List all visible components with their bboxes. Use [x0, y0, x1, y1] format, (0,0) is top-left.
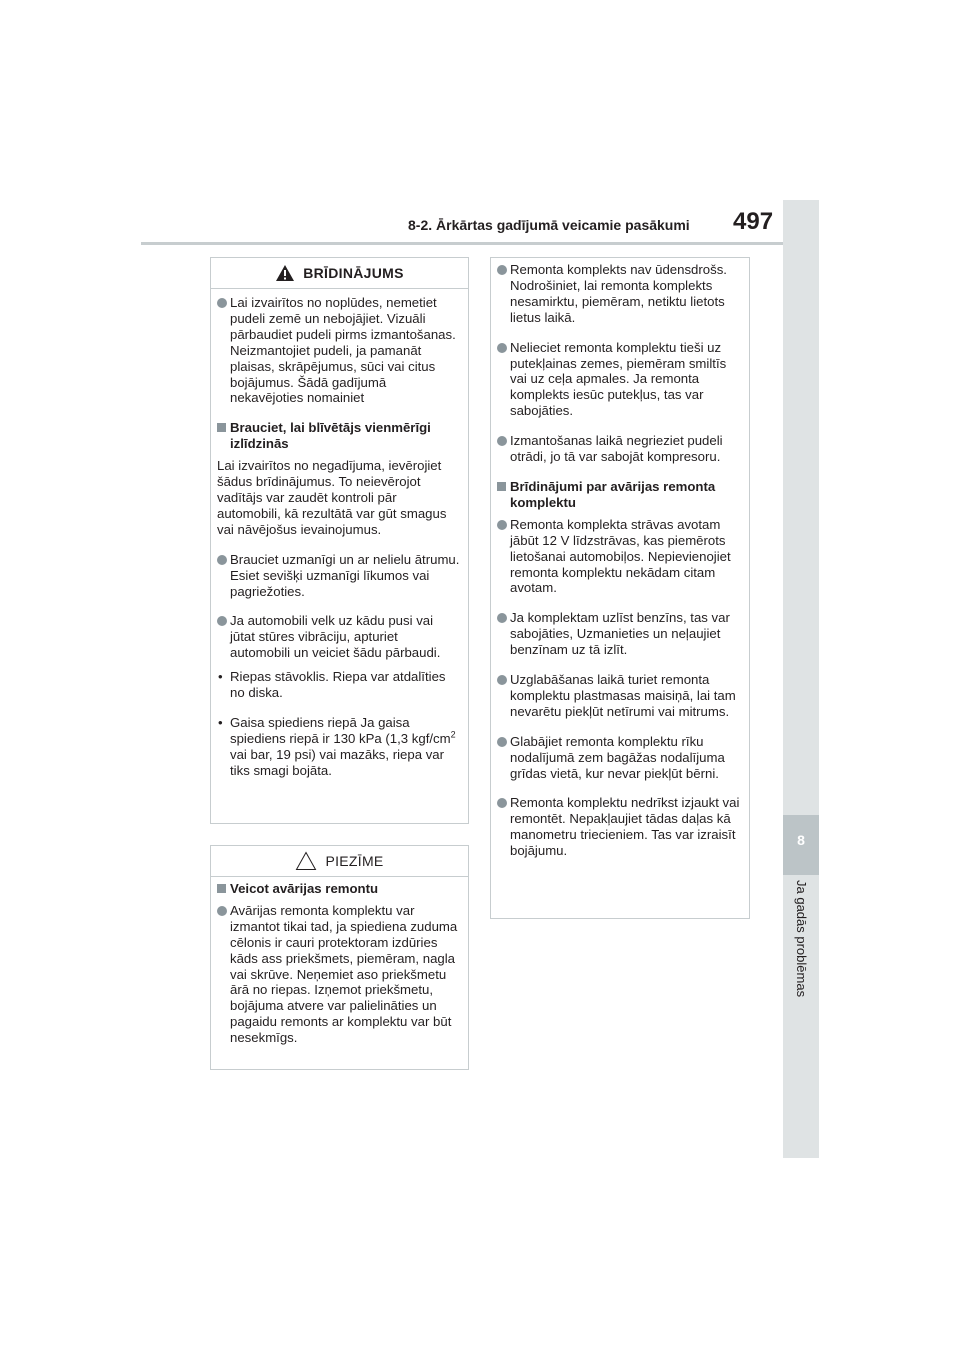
bullet-marker	[497, 265, 507, 275]
square-marker	[217, 423, 226, 432]
header-divider	[141, 242, 783, 245]
warning-triangle-icon	[275, 264, 295, 282]
warning-continued-box	[490, 257, 750, 919]
warning-header	[211, 258, 468, 289]
bullet-text: Ja komplektam uzlīst benzīns, tas var sabojāties, Uzmanieties un neļaujiet benzīnam uz tā izlīt.	[510, 610, 730, 658]
square-marker	[497, 482, 506, 491]
bullet-marker	[217, 555, 227, 565]
note-title: PIEZĪME	[325, 853, 384, 869]
dot-marker: •	[218, 714, 223, 730]
warning-bullet	[217, 552, 460, 600]
right-bullet	[497, 340, 741, 420]
right-bullet	[497, 795, 741, 859]
right-bullet	[497, 433, 741, 465]
bullet-text: Remonta komplektu nedrīkst izjaukt vai remontēt. Nepakļaujiet tādas daļas kā manometru triecieniem. Tas var izraisīt bojājumu.	[510, 795, 740, 859]
bullet-marker	[497, 613, 507, 623]
bullet-marker	[497, 343, 507, 353]
bullet-text: Nelieciet remonta komplektu tieši uz putekļainas zemes, piemēram smiltīs vai uz ceļa apmales. Ja remonta komplekts iesūc putekļus, tas var sabojāties.	[510, 339, 727, 419]
bullet-marker	[497, 436, 507, 446]
subhead-text: Brīdinājumi par avārijas remonta komplektu	[510, 478, 716, 510]
bullet-text: Uzglabāšanas laikā turiet remonta komplektu plastmasas maisiņā, lai tam nevarētu piekļūt netīrumi vai mitrums.	[510, 672, 736, 719]
bullet-text: Izmantošanas laikā negrieziet pudeli otrādi, jo tā var sabojāt kompresoru.	[510, 433, 723, 465]
right-content	[491, 258, 749, 875]
bullet-text: Glabājiet remonta komplektu rīku nodalījumā zem bagāžas nodalījuma grīdas vietā, kur nevar piekļūt bērni.	[510, 733, 725, 781]
warning-dot-item	[217, 715, 460, 779]
superscript: 2	[450, 729, 456, 740]
bullet-marker	[497, 737, 507, 747]
page-number: 497	[733, 208, 774, 235]
note-box	[210, 845, 469, 1070]
bullet-marker	[217, 906, 227, 916]
chapter-title-container	[793, 880, 809, 1040]
section-title: 8-2. Ārkārtas gadījumā veicamie pasākumi	[408, 217, 690, 233]
warning-title: BRĪDINĀJUMS	[303, 265, 404, 281]
bullet-text: Remonta komplekta strāvas avotam jābūt 12 V līdzstrāvas, kas piemērots lietošanai automobiļos. Nepievienojiet remonta komplektu nekādam citam avotam.	[510, 516, 731, 596]
chapter-title: Ja gadās problēmas	[794, 880, 809, 998]
square-marker	[217, 884, 226, 893]
dot-text: vai bar, 19 psi) vai mazāks, riepa var tiks smagi bojāta.	[230, 746, 445, 778]
right-bullet	[497, 734, 741, 782]
note-header	[211, 846, 468, 877]
caution-triangle-icon	[295, 851, 317, 871]
warning-content	[211, 289, 468, 795]
bullet-marker	[497, 798, 507, 808]
right-bullet	[497, 262, 741, 326]
right-bullet	[497, 517, 741, 597]
warning-subhead	[217, 420, 460, 452]
right-subhead	[497, 479, 741, 511]
right-bullet	[497, 672, 741, 720]
subhead-text: Veicot avārijas remontu	[230, 881, 379, 896]
bullet-text: Remonta komplekts nav ūdensdrošs. Nodrošiniet, lai remonta komplekts nesamirktu, piemēram, netiktu lietots lietus laikā.	[510, 262, 727, 325]
dot-marker: •	[218, 669, 223, 685]
bullet-marker	[497, 675, 507, 685]
chapter-number: 8	[797, 832, 805, 848]
warning-dot-item	[217, 669, 460, 701]
bullet-marker	[217, 298, 227, 308]
warning-box	[210, 257, 469, 824]
bullet-marker	[497, 520, 507, 530]
dot-text: Gaisa spiediens riepā Ja gaisa spiediens riepā ir 130 kPa (1,3 kgf/cm	[230, 714, 451, 746]
note-content	[211, 877, 468, 1062]
bullet-text: Lai izvairītos no noplūdes, nemetiet pudeli zemē un nebojājiet. Vizuāli pārbaudiet pudeli pirms izmantošanas. Neizmantojiet pudeli, ja pamanāt plaisas, skrāpējumus, sūci vai citus bojājumus. Šādā gadījumā nekavējoties nomainiet	[230, 295, 456, 406]
dot-text: Riepas stāvoklis. Riepa var atdalīties no diska.	[230, 669, 446, 701]
subhead-text: Brauciet, lai blīvētājs vienmērīgi izlīdzinās	[230, 420, 431, 452]
note-subhead	[217, 881, 460, 897]
warning-paragraph: Lai izvairītos no negadījuma, ievērojiet šādus brīdinājumus. To neievērojot vadītājs var zaudēt kontroli pār automobili, kā rezultātā var gūt smagus vai nāvējošus ievainojumus.	[217, 458, 447, 537]
bullet-text: Brauciet uzmanīgi un ar nelielu ātrumu. Esiet sevišķi uzmanīgi līkumos vai pagriežoties.	[230, 551, 460, 599]
bullet-text: Avārijas remonta komplektu var izmantot tikai tad, ja spiediena zuduma cēlonis ir cauri protektoram izdūries kāds ass priekšmets, piemēram, nagla vai skrūve. Neņemiet aso priekšmetu ārā no riepas. Izņemot priekšmetu, bojājuma atvere var palielināties un pagaidu remonts ar komplektu var būt nesekmīgs.	[230, 902, 458, 1046]
bullet-marker	[217, 616, 227, 626]
note-bullet	[217, 903, 460, 1046]
right-bullet	[497, 610, 741, 658]
bullet-text: Ja automobili velk uz kādu pusi vai jūtat stūres vibrāciju, apturiet automobili un veiciet šādu pārbaudi.	[230, 613, 441, 661]
warning-bullet	[217, 613, 460, 661]
warning-intro-bullet	[217, 295, 460, 406]
